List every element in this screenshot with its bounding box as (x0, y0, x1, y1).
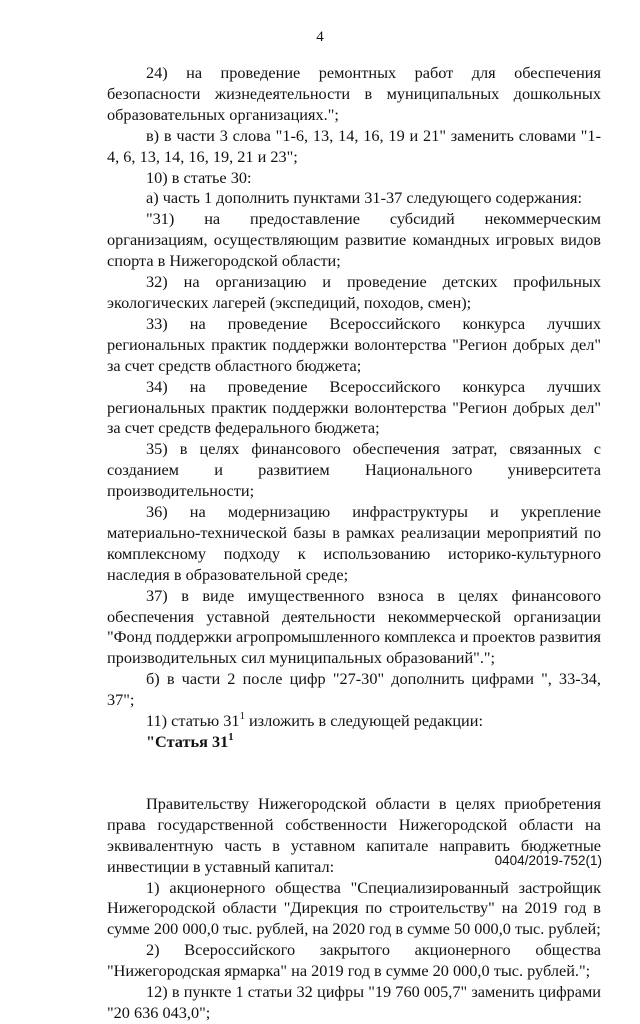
article-heading-text: "Статья 31 (146, 732, 229, 751)
document-body (107, 63, 601, 1024)
paragraph: 36) на модернизацию инфраструктуры и укрепление материально-технической базы в рамках реализации мероприятий по комплексному подходу к использованию историко-культурного наследия в образовательной среде; (107, 502, 601, 584)
paragraph: в) в части 3 слова "1-6, 13, 14, 16, 19 и 21" заменить словами "1-4, 6, 13, 14, 16, 19, 21 и 23"; (107, 125, 601, 166)
blank-space (107, 753, 601, 794)
paragraph: 32) на организацию и проведение детских профильных экологических лагерей (экспедиций, походов, смен); (107, 272, 601, 312)
page-number: 4 (316, 29, 324, 45)
document-code: 0404/2019-752(1) (494, 853, 602, 868)
item-11-text: 11) статью 31 (146, 711, 240, 731)
paragraph: 2) Всероссийского закрытого акционерного общества "Нижегородская ярмарка" на 2019 год в сумме 20 000,0 тыс. рублей."; (107, 940, 601, 981)
paragraph: 12) в пункте 1 статьи 32 цифры "19 760 005,7" заменить цифрами "20 636 043,0"; (107, 982, 601, 1022)
paragraph: б) в части 2 после цифр "27-30" дополнить цифрами ", 33-34, 37"; (107, 669, 601, 710)
paragraph: Правительству Нижегородской области в целях приобретения права государственной собственности Нижегородской области на эквивалентную часть в уставном капитале направить бюджетные инвестиции в уставный капитал: (107, 793, 601, 876)
paragraph: 37) в виде имущественного взноса в целях финансового обеспечения уставной деятельности некоммерческой организации "Фонд поддержки агропромышленного комплекса и проектов развития производительных сил муниципальных образований"."; (107, 585, 601, 668)
paragraph: "31) на предоставление субсидий некоммерческим организациям, осуществляющим развитие командных игровых видов спорта в Нижегородской области; (107, 209, 601, 271)
paragraph: 10) в статье 30: (146, 167, 252, 187)
superscript: 1 (228, 731, 234, 743)
paragraph: 33) на проведение Всероссийского конкурса лучших региональных практик поддержки волонтерства "Регион добрых дел" за счет средств областного бюджета; (107, 313, 601, 375)
paragraph: а) часть 1 дополнить пунктами 31-37 следующего содержания: (146, 188, 583, 208)
superscript: 1 (239, 710, 245, 722)
paragraph: 1) акционерного общества "Специализированный застройщик Нижегородской области "Дирекция по строительству" на 2019 год в сумме 200 000,0 тыс. рублей, на 2020 год в сумме 50 000,0 тыс. рублей; (107, 877, 601, 939)
paragraph-item-11 (107, 711, 601, 732)
item-11-text-rest: изложить в следующей редакции: (244, 711, 484, 731)
paragraph: 24) на проведение ремонтных работ для обеспечения безопасности жизнедеятельности в муниципальных дошкольных образовательных организациях."; (107, 63, 601, 124)
paragraph: 34) на проведение Всероссийского конкурса лучших региональных практик поддержки волонтерства "Регион добрых дел" за счет средств федерального бюджета; (107, 376, 601, 438)
article-heading (107, 732, 601, 753)
paragraph: 35) в целях финансового обеспечения затрат, связанных с созданием и развитием Национального университета производительности; (107, 439, 601, 501)
